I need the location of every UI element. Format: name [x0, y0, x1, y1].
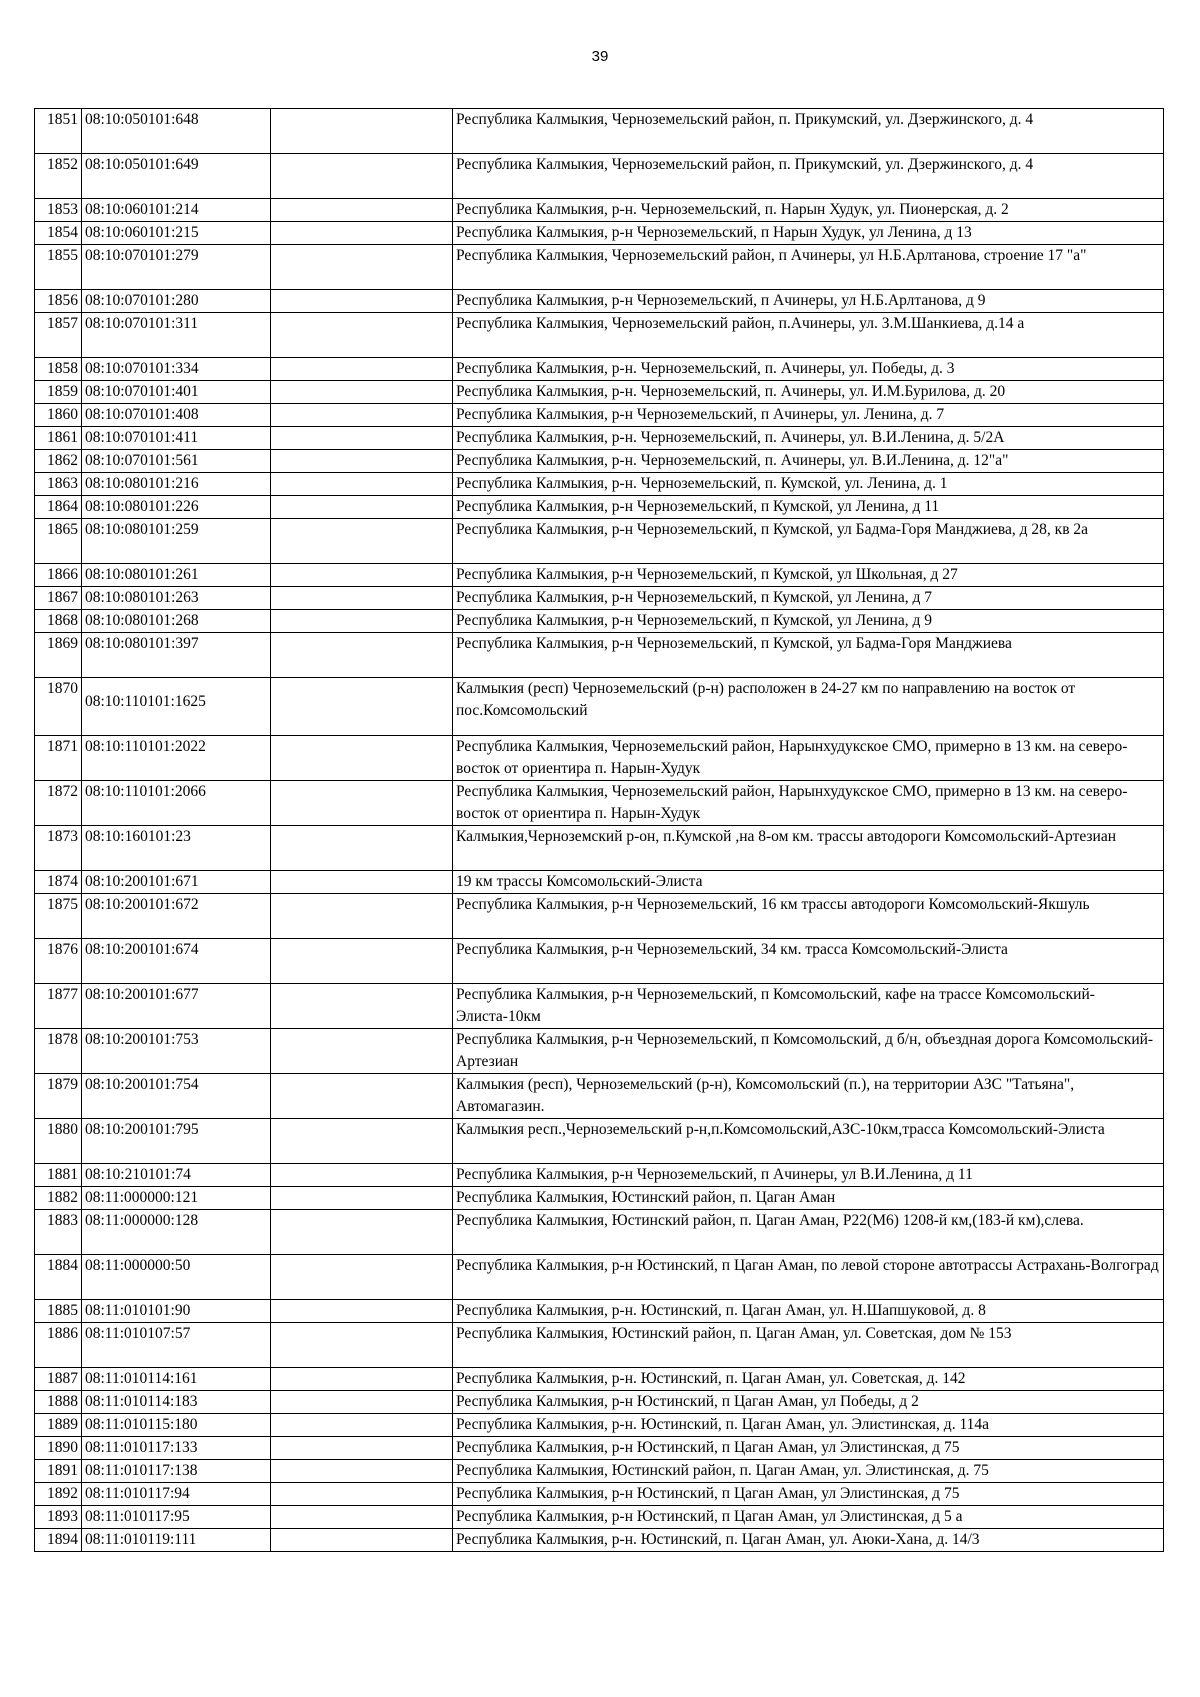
cadastral-number-cell: 08:10:060101:214 [82, 199, 271, 222]
cadastral-number-cell: 08:10:080101:261 [82, 564, 271, 587]
address-cell: Калмыкия (респ) Черноземельский (р-н) расположен в 24-27 км по направлению на восток от пос.Комсомольский [453, 678, 1164, 736]
cadastral-number-cell: 08:10:200101:672 [82, 894, 271, 939]
row-number-cell: 1869 [35, 633, 82, 678]
row-number-cell: 1870 [35, 678, 82, 736]
address-cell: Республика Калмыкия, р-н. Юстинский, п. Цаган Аман, ул. Аюки-Хана, д. 14/3 [453, 1529, 1164, 1552]
empty-cell [271, 610, 453, 633]
table-row [35, 1483, 1164, 1506]
empty-cell [271, 984, 453, 1029]
row-number-cell: 1864 [35, 496, 82, 519]
cadastral-number-cell: 08:11:010117:94 [82, 1483, 271, 1506]
empty-cell [271, 1255, 453, 1300]
cadastral-number-cell: 08:11:010114:183 [82, 1391, 271, 1414]
row-number-cell: 1851 [35, 109, 82, 154]
address-cell: Республика Калмыкия, р-н. Черноземельский, п. Ачинеры, ул. И.М.Бурилова, д. 20 [453, 381, 1164, 404]
cadastral-number-cell: 08:10:070101:411 [82, 427, 271, 450]
cadastral-number-cell: 08:11:000000:128 [82, 1210, 271, 1255]
empty-cell [271, 871, 453, 894]
row-number-cell: 1894 [35, 1529, 82, 1552]
address-cell: Республика Калмыкия, Юстинский район, п. Цаган Аман, ул. Элистинская, д. 75 [453, 1460, 1164, 1483]
cadastral-number-cell: 08:10:050101:648 [82, 109, 271, 154]
cadastral-number-cell: 08:11:000000:121 [82, 1187, 271, 1210]
row-number-cell: 1887 [35, 1368, 82, 1391]
cadastral-number-cell: 08:10:110101:2066 [82, 781, 271, 826]
empty-cell [271, 1323, 453, 1368]
row-number-cell: 1884 [35, 1255, 82, 1300]
table-row [35, 1529, 1164, 1552]
row-number-cell: 1879 [35, 1074, 82, 1119]
row-number-cell: 1872 [35, 781, 82, 826]
address-cell: Республика Калмыкия, р-н Черноземельский, п Кумской, ул Школьная, д 27 [453, 564, 1164, 587]
cadastral-number-cell: 08:10:080101:263 [82, 587, 271, 610]
address-cell: Республика Калмыкия, р-н Черноземельский, п Нарын Худук, ул Ленина, д 13 [453, 222, 1164, 245]
address-cell: Республика Калмыкия, р-н Юстинский, п Цаган Аман, ул Элистинская, д 5 а [453, 1506, 1164, 1529]
empty-cell [271, 154, 453, 199]
empty-cell [271, 1368, 453, 1391]
address-cell: Республика Калмыкия, Юстинский район, п. Цаган Аман [453, 1187, 1164, 1210]
table-row [35, 1074, 1164, 1119]
address-cell: Республика Калмыкия, р-н. Черноземельский, п. Ачинеры, ул. В.И.Ленина, д. 5/2А [453, 427, 1164, 450]
table-row [35, 519, 1164, 564]
empty-cell [271, 222, 453, 245]
cadastral-number-cell: 08:10:080101:226 [82, 496, 271, 519]
row-number-cell: 1862 [35, 450, 82, 473]
table-row [35, 939, 1164, 984]
row-number-cell: 1891 [35, 1460, 82, 1483]
row-number-cell: 1889 [35, 1414, 82, 1437]
table-row [35, 1187, 1164, 1210]
address-cell: Калмыкия (респ), Черноземельский (р-н), Комсомольский (п.), на территории АЗС "Татьяна", Автомагазин. [453, 1074, 1164, 1119]
address-cell: Республика Калмыкия, р-н Юстинский, п Цаган Аман, по левой стороне автотрассы Астрахань-Волгоград [453, 1255, 1164, 1300]
row-number-cell: 1858 [35, 358, 82, 381]
row-number-cell: 1876 [35, 939, 82, 984]
table-row [35, 1368, 1164, 1391]
row-number-cell: 1883 [35, 1210, 82, 1255]
empty-cell [271, 358, 453, 381]
table-row [35, 1029, 1164, 1074]
row-number-cell: 1866 [35, 564, 82, 587]
address-cell: Калмыкия,Черноземский р-он, п.Кумской ,на 8-ом км. трассы автодороги Комсомольский-Артезиан [453, 826, 1164, 871]
address-cell: Республика Калмыкия, Черноземельский район, п. Прикумский, ул. Дзержинского, д. 4 [453, 154, 1164, 199]
empty-cell [271, 1074, 453, 1119]
address-cell: Республика Калмыкия, р-н. Черноземельский, п. Кумской, ул. Ленина, д. 1 [453, 473, 1164, 496]
table-row [35, 633, 1164, 678]
row-number-cell: 1881 [35, 1164, 82, 1187]
registry-body [35, 109, 1164, 1552]
address-cell: Республика Калмыкия, р-н. Черноземельский, п. Ачинеры, ул. Победы, д. 3 [453, 358, 1164, 381]
table-row [35, 871, 1164, 894]
table-row [35, 199, 1164, 222]
address-cell: Республика Калмыкия, р-н Черноземельский, п Кумской, ул Ленина, д 9 [453, 610, 1164, 633]
row-number-cell: 1856 [35, 290, 82, 313]
table-row [35, 610, 1164, 633]
cadastral-number-cell: 08:10:210101:74 [82, 1164, 271, 1187]
row-number-cell: 1875 [35, 894, 82, 939]
empty-cell [271, 1437, 453, 1460]
address-cell: Республика Калмыкия, р-н Черноземельский, п Комсомольский, кафе на трассе Комсомольский-Элиста-10км [453, 984, 1164, 1029]
address-cell: Республика Калмыкия, Юстинский район, п. Цаган Аман, ул. Советская, дом № 153 [453, 1323, 1164, 1368]
cadastral-number-cell: 08:10:200101:753 [82, 1029, 271, 1074]
empty-cell [271, 1187, 453, 1210]
empty-cell [271, 496, 453, 519]
row-number-cell: 1865 [35, 519, 82, 564]
address-cell: Республика Калмыкия, р-н Черноземельский, п Ачинеры, ул В.И.Ленина, д 11 [453, 1164, 1164, 1187]
cadastral-number-cell: 08:10:080101:259 [82, 519, 271, 564]
row-number-cell: 1860 [35, 404, 82, 427]
empty-cell [271, 199, 453, 222]
cadastral-number-cell: 08:11:010117:133 [82, 1437, 271, 1460]
address-cell: Республика Калмыкия, р-н Черноземельский, п Кумской, ул Ленина, д 7 [453, 587, 1164, 610]
table-row [35, 1300, 1164, 1323]
row-number-cell: 1890 [35, 1437, 82, 1460]
address-cell: Республика Калмыкия, р-н. Юстинский, п. Цаган Аман, ул. Советская, д. 142 [453, 1368, 1164, 1391]
cadastral-number-cell: 08:10:080101:397 [82, 633, 271, 678]
address-cell: Республика Калмыкия, Черноземельский район, Нарынхудукское СМО, примерно в 13 км. на северо-восток от ориентира п. Нарын-Худук [453, 781, 1164, 826]
row-number-cell: 1868 [35, 610, 82, 633]
cadastral-number-cell: 08:10:070101:401 [82, 381, 271, 404]
empty-cell [271, 633, 453, 678]
table-row [35, 404, 1164, 427]
cadastral-number-cell: 08:11:000000:50 [82, 1255, 271, 1300]
row-number-cell: 1861 [35, 427, 82, 450]
empty-cell [271, 1506, 453, 1529]
empty-cell [271, 894, 453, 939]
table-row [35, 587, 1164, 610]
row-number-cell: 1880 [35, 1119, 82, 1164]
address-cell: Республика Калмыкия, Черноземельский район, п Ачинеры, ул Н.Б.Арлтанова, строение 17 "а" [453, 245, 1164, 290]
table-row [35, 313, 1164, 358]
empty-cell [271, 564, 453, 587]
table-row [35, 1119, 1164, 1164]
address-cell: Республика Калмыкия, р-н Черноземельский, п Ачинеры, ул Н.Б.Арлтанова, д 9 [453, 290, 1164, 313]
empty-cell [271, 781, 453, 826]
empty-cell [271, 404, 453, 427]
row-number-cell: 1878 [35, 1029, 82, 1074]
cadastral-number-cell: 08:10:060101:215 [82, 222, 271, 245]
cadastral-number-cell: 08:10:160101:23 [82, 826, 271, 871]
row-number-cell: 1854 [35, 222, 82, 245]
cadastral-number-cell: 08:11:010119:111 [82, 1529, 271, 1552]
property-registry-table [34, 108, 1164, 1552]
cadastral-number-cell: 08:10:070101:561 [82, 450, 271, 473]
page-number: 39 [591, 48, 609, 65]
address-cell: Республика Калмыкия, Черноземельский район, п.Ачинеры, ул. З.М.Шанкиева, д.14 а [453, 313, 1164, 358]
table-row [35, 290, 1164, 313]
cadastral-number-cell: 08:10:080101:268 [82, 610, 271, 633]
row-number-cell: 1855 [35, 245, 82, 290]
row-number-cell: 1867 [35, 587, 82, 610]
address-cell: 19 км трассы Комсомольский-Элиста [453, 871, 1164, 894]
cadastral-number-cell: 08:10:070101:334 [82, 358, 271, 381]
cadastral-number-cell: 08:11:010107:57 [82, 1323, 271, 1368]
row-number-cell: 1873 [35, 826, 82, 871]
empty-cell [271, 826, 453, 871]
row-number-cell: 1857 [35, 313, 82, 358]
cadastral-number-cell: 08:10:110101:2022 [82, 736, 271, 781]
cadastral-number-cell: 08:10:070101:279 [82, 245, 271, 290]
empty-cell [271, 1529, 453, 1552]
empty-cell [271, 939, 453, 984]
address-cell: Республика Калмыкия, р-н. Черноземельский, п. Ачинеры, ул. В.И.Ленина, д. 12"а" [453, 450, 1164, 473]
table-row [35, 564, 1164, 587]
cadastral-number-cell: 08:10:080101:216 [82, 473, 271, 496]
address-cell: Республика Калмыкия, р-н. Черноземельский, п. Нарын Худук, ул. Пионерская, д. 2 [453, 199, 1164, 222]
address-cell: Республика Калмыкия, р-н. Юстинский, п. Цаган Аман, ул. Н.Шапшуковой, д. 8 [453, 1300, 1164, 1323]
empty-cell [271, 245, 453, 290]
address-cell: Республика Калмыкия, р-н Юстинский, п Цаган Аман, ул Элистинская, д 75 [453, 1483, 1164, 1506]
address-cell: Республика Калмыкия, р-н Черноземельский, п Кумской, ул Бадма-Горя Манджиева, д 28, кв 2а [453, 519, 1164, 564]
row-number-cell: 1853 [35, 199, 82, 222]
empty-cell [271, 1460, 453, 1483]
row-number-cell: 1871 [35, 736, 82, 781]
table-row [35, 245, 1164, 290]
table-row [35, 781, 1164, 826]
row-number-cell: 1893 [35, 1506, 82, 1529]
empty-cell [271, 109, 453, 154]
row-number-cell: 1885 [35, 1300, 82, 1323]
cadastral-number-cell: 08:10:070101:280 [82, 290, 271, 313]
empty-cell [271, 1029, 453, 1074]
table-row [35, 1210, 1164, 1255]
row-number-cell: 1863 [35, 473, 82, 496]
address-cell: Республика Калмыкия, Черноземельский район, Нарынхудукское СМО, примерно в 13 км. на северо-восток от ориентира п. Нарын-Худук [453, 736, 1164, 781]
table-row [35, 450, 1164, 473]
address-cell: Республика Калмыкия, Черноземельский район, п. Прикумский, ул. Дзержинского, д. 4 [453, 109, 1164, 154]
table-row [35, 1323, 1164, 1368]
empty-cell [271, 1164, 453, 1187]
cadastral-number-cell: 08:10:200101:795 [82, 1119, 271, 1164]
table-row [35, 1164, 1164, 1187]
cadastral-number-cell: 08:10:200101:754 [82, 1074, 271, 1119]
row-number-cell: 1874 [35, 871, 82, 894]
table-row [35, 894, 1164, 939]
row-number-cell: 1877 [35, 984, 82, 1029]
empty-cell [271, 1414, 453, 1437]
cadastral-number-cell: 08:11:010117:138 [82, 1460, 271, 1483]
row-number-cell: 1859 [35, 381, 82, 404]
empty-cell [271, 313, 453, 358]
empty-cell [271, 427, 453, 450]
cadastral-number-cell: 08:11:010117:95 [82, 1506, 271, 1529]
table-row [35, 1437, 1164, 1460]
table-row [35, 358, 1164, 381]
address-cell: Республика Калмыкия, р-н Черноземельский, п Кумской, ул Ленина, д 11 [453, 496, 1164, 519]
table-row [35, 1414, 1164, 1437]
empty-cell [271, 290, 453, 313]
cadastral-number-cell: 08:11:010114:161 [82, 1368, 271, 1391]
table-row [35, 222, 1164, 245]
table-row [35, 496, 1164, 519]
empty-cell [271, 1483, 453, 1506]
cadastral-number-cell: 08:11:010101:90 [82, 1300, 271, 1323]
row-number-cell: 1852 [35, 154, 82, 199]
empty-cell [271, 381, 453, 404]
row-number-cell: 1882 [35, 1187, 82, 1210]
table-row [35, 1255, 1164, 1300]
empty-cell [271, 1391, 453, 1414]
empty-cell [271, 736, 453, 781]
cadastral-number-cell: 08:10:110101:1625 [82, 678, 271, 736]
address-cell: Республика Калмыкия, р-н Черноземельский, п Ачинеры, ул. Ленина, д. 7 [453, 404, 1164, 427]
cadastral-number-cell: 08:10:200101:677 [82, 984, 271, 1029]
address-cell: Республика Калмыкия, р-н Черноземельский, 16 км трассы автодороги Комсомольский-Якшуль [453, 894, 1164, 939]
table-row [35, 154, 1164, 199]
row-number-cell: 1886 [35, 1323, 82, 1368]
address-cell: Республика Калмыкия, Юстинский район, п. Цаган Аман, Р22(М6) 1208-й км,(183-й км),слева. [453, 1210, 1164, 1255]
table-row [35, 381, 1164, 404]
table-row [35, 109, 1164, 154]
empty-cell [271, 1300, 453, 1323]
cadastral-number-cell: 08:11:010115:180 [82, 1414, 271, 1437]
cadastral-number-cell: 08:10:050101:649 [82, 154, 271, 199]
table-row [35, 427, 1164, 450]
row-number-cell: 1892 [35, 1483, 82, 1506]
address-cell: Республика Калмыкия, р-н Черноземельский, 34 км. трасса Комсомольский-Элиста [453, 939, 1164, 984]
cadastral-number-cell: 08:10:070101:311 [82, 313, 271, 358]
row-number-cell: 1888 [35, 1391, 82, 1414]
empty-cell [271, 519, 453, 564]
empty-cell [271, 587, 453, 610]
address-cell: Республика Калмыкия, р-н Черноземельский, п Кумской, ул Бадма-Горя Манджиева [453, 633, 1164, 678]
address-cell: Калмыкия респ.,Черноземельский р-н,п.Комсомольский,АЗС-10км,трасса Комсомольский-Элиста [453, 1119, 1164, 1164]
cadastral-number-cell: 08:10:200101:671 [82, 871, 271, 894]
table-row [35, 984, 1164, 1029]
table-row [35, 1391, 1164, 1414]
table-row [35, 678, 1164, 736]
empty-cell [271, 1119, 453, 1164]
table-row [35, 473, 1164, 496]
table-row [35, 1460, 1164, 1483]
table-row [35, 826, 1164, 871]
address-cell: Республика Калмыкия, р-н Юстинский, п Цаган Аман, ул Победы, д 2 [453, 1391, 1164, 1414]
table-row [35, 736, 1164, 781]
cadastral-number-cell: 08:10:070101:408 [82, 404, 271, 427]
empty-cell [271, 473, 453, 496]
empty-cell [271, 1210, 453, 1255]
address-cell: Республика Калмыкия, р-н Черноземельский, п Комсомольский, д б/н, объездная дорога Комсомольский-Артезиан [453, 1029, 1164, 1074]
empty-cell [271, 450, 453, 473]
address-cell: Республика Калмыкия, р-н. Юстинский, п. Цаган Аман, ул. Элистинская, д. 114а [453, 1414, 1164, 1437]
empty-cell [271, 678, 453, 736]
table-row [35, 1506, 1164, 1529]
cadastral-number-cell: 08:10:200101:674 [82, 939, 271, 984]
address-cell: Республика Калмыкия, р-н Юстинский, п Цаган Аман, ул Элистинская, д 75 [453, 1437, 1164, 1460]
